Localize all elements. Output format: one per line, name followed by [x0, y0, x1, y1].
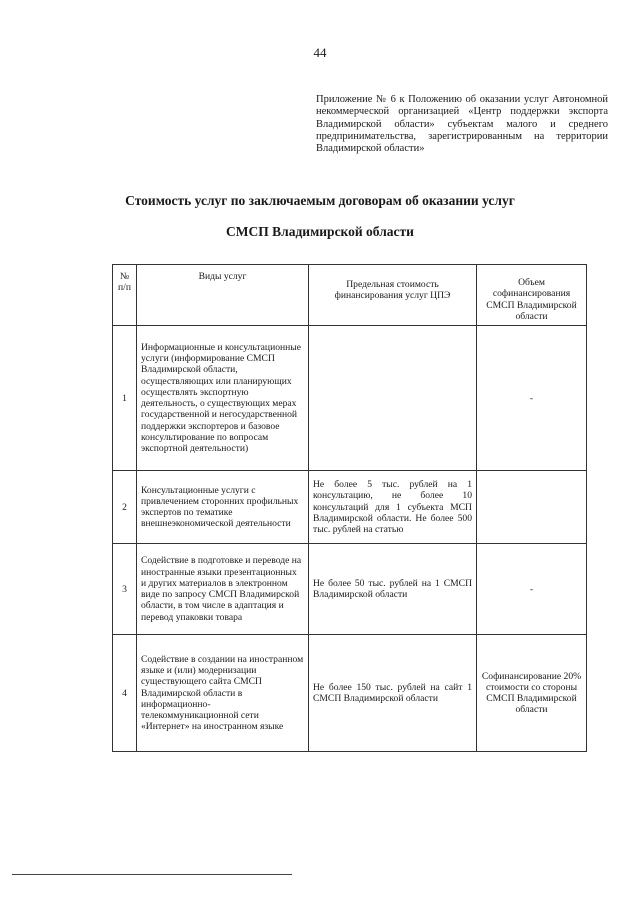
header-cofinancing: Объем софинансирования СМСП Владимирской области	[477, 265, 587, 326]
row-num: 2	[113, 471, 137, 544]
row-service: Содействие в создании на иностранном языке и (или) модернизации существующего сайта СМСП Владимирской области в информационно-телекоммуникационной сети «Интернет» на иностранном языке	[137, 635, 309, 752]
row-cost	[309, 326, 477, 471]
services-cost-table	[112, 264, 587, 752]
row-num: 3	[113, 544, 137, 635]
row-cofinancing: Софинансирование 20% стоимости со стороны СМСП Владимирской области	[477, 635, 587, 752]
row-service: Содействие в подготовке и переводе на иностранные языки презентационных и других материалов в электронном виде по запросу СМСП Владимирской области, в том числе в адаптация и перевод упаковки товара	[137, 544, 309, 635]
row-cost: Не более 150 тыс. рублей на сайт 1 СМСП Владимирской области	[309, 635, 477, 752]
header-num: № п/п	[113, 265, 137, 326]
row-service: Информационные и консультационные услуги (информирование СМСП Владимирской области, осуществляющих или планирующих осуществлять экспортную деятельность, о существующих мерах государственной и негосударственной поддержки экспортеров и базовое консультирование по вопросам экспортной деятельности)	[137, 326, 309, 471]
table-row	[113, 471, 587, 544]
row-cost: Не более 5 тыс. рублей на 1 консультацию, не более 10 консультаций для 1 субъекта МСП Владимирской области. Не более 500 тыс. рублей на статью	[309, 471, 477, 544]
table-row	[113, 544, 587, 635]
header-cost: Предельная стоимость финансирования услуг ЦПЭ	[309, 265, 477, 326]
header-service: Виды услуг	[137, 265, 309, 326]
row-cofinancing: -	[477, 326, 587, 471]
appendix-note: Приложение № 6 к Положению об оказании услуг Автономной некоммерческой организацией «Центр поддержки экспорта Владимирской области» субъектам малого и среднего предпринимательства, зарегистрированным на территории Владимирской области»	[316, 94, 608, 155]
document-title: Стоимость услуг по заключаемым договорам об оказании услуг	[125, 193, 515, 208]
table-header-row	[113, 265, 587, 326]
table-row	[113, 326, 587, 471]
document-subtitle: СМСП Владимирской области	[226, 224, 414, 239]
table-row	[113, 635, 587, 752]
row-cost: Не более 50 тыс. рублей на 1 СМСП Владимирской области	[309, 544, 477, 635]
row-num: 1	[113, 326, 137, 471]
row-cofinancing: -	[477, 544, 587, 635]
row-service: Консультационные услуги с привлечением сторонних профильных экспертов по тематике внешнеэкономической деятельности	[137, 471, 309, 544]
footnote-separator-line	[12, 874, 292, 875]
row-num: 4	[113, 635, 137, 752]
row-cofinancing	[477, 471, 587, 544]
page-number: 44	[313, 45, 327, 60]
